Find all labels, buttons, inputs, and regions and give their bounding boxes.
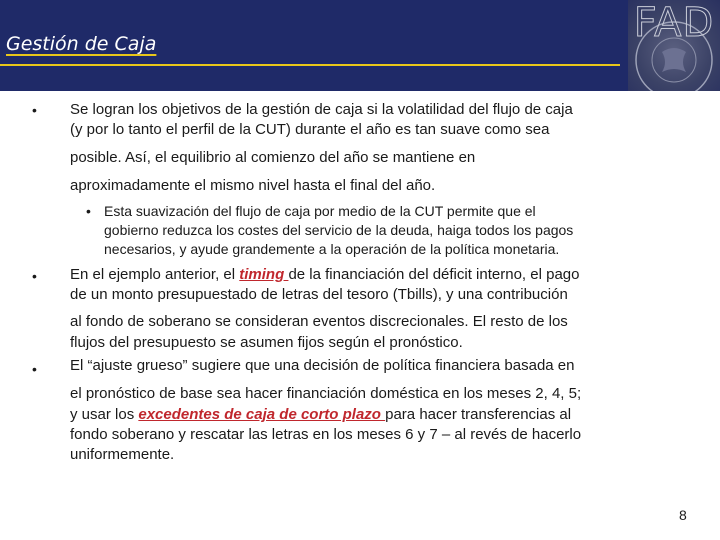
title-underline-rule bbox=[0, 64, 620, 66]
bullet1-line3: posible. Así, el equilibrio al comienzo del año se mantiene en bbox=[70, 149, 476, 166]
bullet2-line4: flujos del presupuesto se asumen fijos según el pronóstico. bbox=[70, 334, 463, 351]
header-bar bbox=[0, 0, 720, 91]
page-number: 8 bbox=[679, 507, 687, 523]
bullet1-line4: aproximadamente el mismo nivel hasta el final del año. bbox=[70, 177, 436, 194]
bullet3-line5: uniformemente. bbox=[70, 446, 175, 463]
bullet2-line2: de un monto presupuestado de letras del tesoro (Tbills), y una contribución bbox=[70, 286, 568, 303]
bullet2-line1 bbox=[70, 265, 579, 285]
bullet3-line4: fondo soberano y rescatar las letras en los meses 6 y 7 – al revés de hacerlo bbox=[70, 426, 582, 443]
page-title: Gestión de Caja bbox=[6, 33, 157, 55]
sub-bullet-line1: Esta suavización del flujo de caja por medio de la CUT permite que el bbox=[104, 203, 536, 219]
bullet-icon: • bbox=[32, 361, 37, 377]
timing-emphasis: timing bbox=[239, 266, 289, 283]
sub-bullet-line3: necesarios, y ayude grandemente a la operación de la política monetaria. bbox=[104, 241, 560, 257]
bullet1-line2: (y por lo tanto el perfil de la CUT) durante el año es tan suave como sea bbox=[70, 121, 550, 138]
bullet3-line2: el pronóstico de base sea hacer financiación doméstica en los meses 2, 4, 5; bbox=[70, 385, 582, 402]
bullet3-line3-start: y usar los bbox=[70, 406, 139, 423]
bullet-icon: • bbox=[32, 268, 37, 284]
bullet1-line1: Se logran los objetivos de la gestión de caja si la volatilidad del flujo de caja bbox=[70, 101, 573, 118]
bullet-icon: • bbox=[32, 102, 37, 118]
bullet3-line1: El “ajuste grueso” sugiere que una decisión de política financiera basada en bbox=[70, 357, 575, 374]
bullet2-line1-end: de la financiación del déficit interno, el pago bbox=[288, 266, 580, 283]
imf-fad-logo bbox=[628, 0, 720, 91]
sub-bullet-line2: gobierno reduzca los costes del servicio de la deuda, haiga todos los pagos bbox=[104, 222, 574, 238]
bullet2-line3: al fondo de soberano se consideran eventos discrecionales. El resto de los bbox=[70, 313, 568, 330]
surplus-emphasis: excedentes de caja de corto plazo bbox=[138, 406, 386, 423]
bullet2-line1-start: En el ejemplo anterior, el bbox=[70, 266, 240, 283]
bullet3-line3-end: para hacer transferencias al bbox=[385, 406, 572, 423]
logo-text: FAD bbox=[633, 0, 715, 46]
bullet3-line3 bbox=[70, 405, 571, 425]
sub-bullet-icon: • bbox=[86, 203, 91, 219]
